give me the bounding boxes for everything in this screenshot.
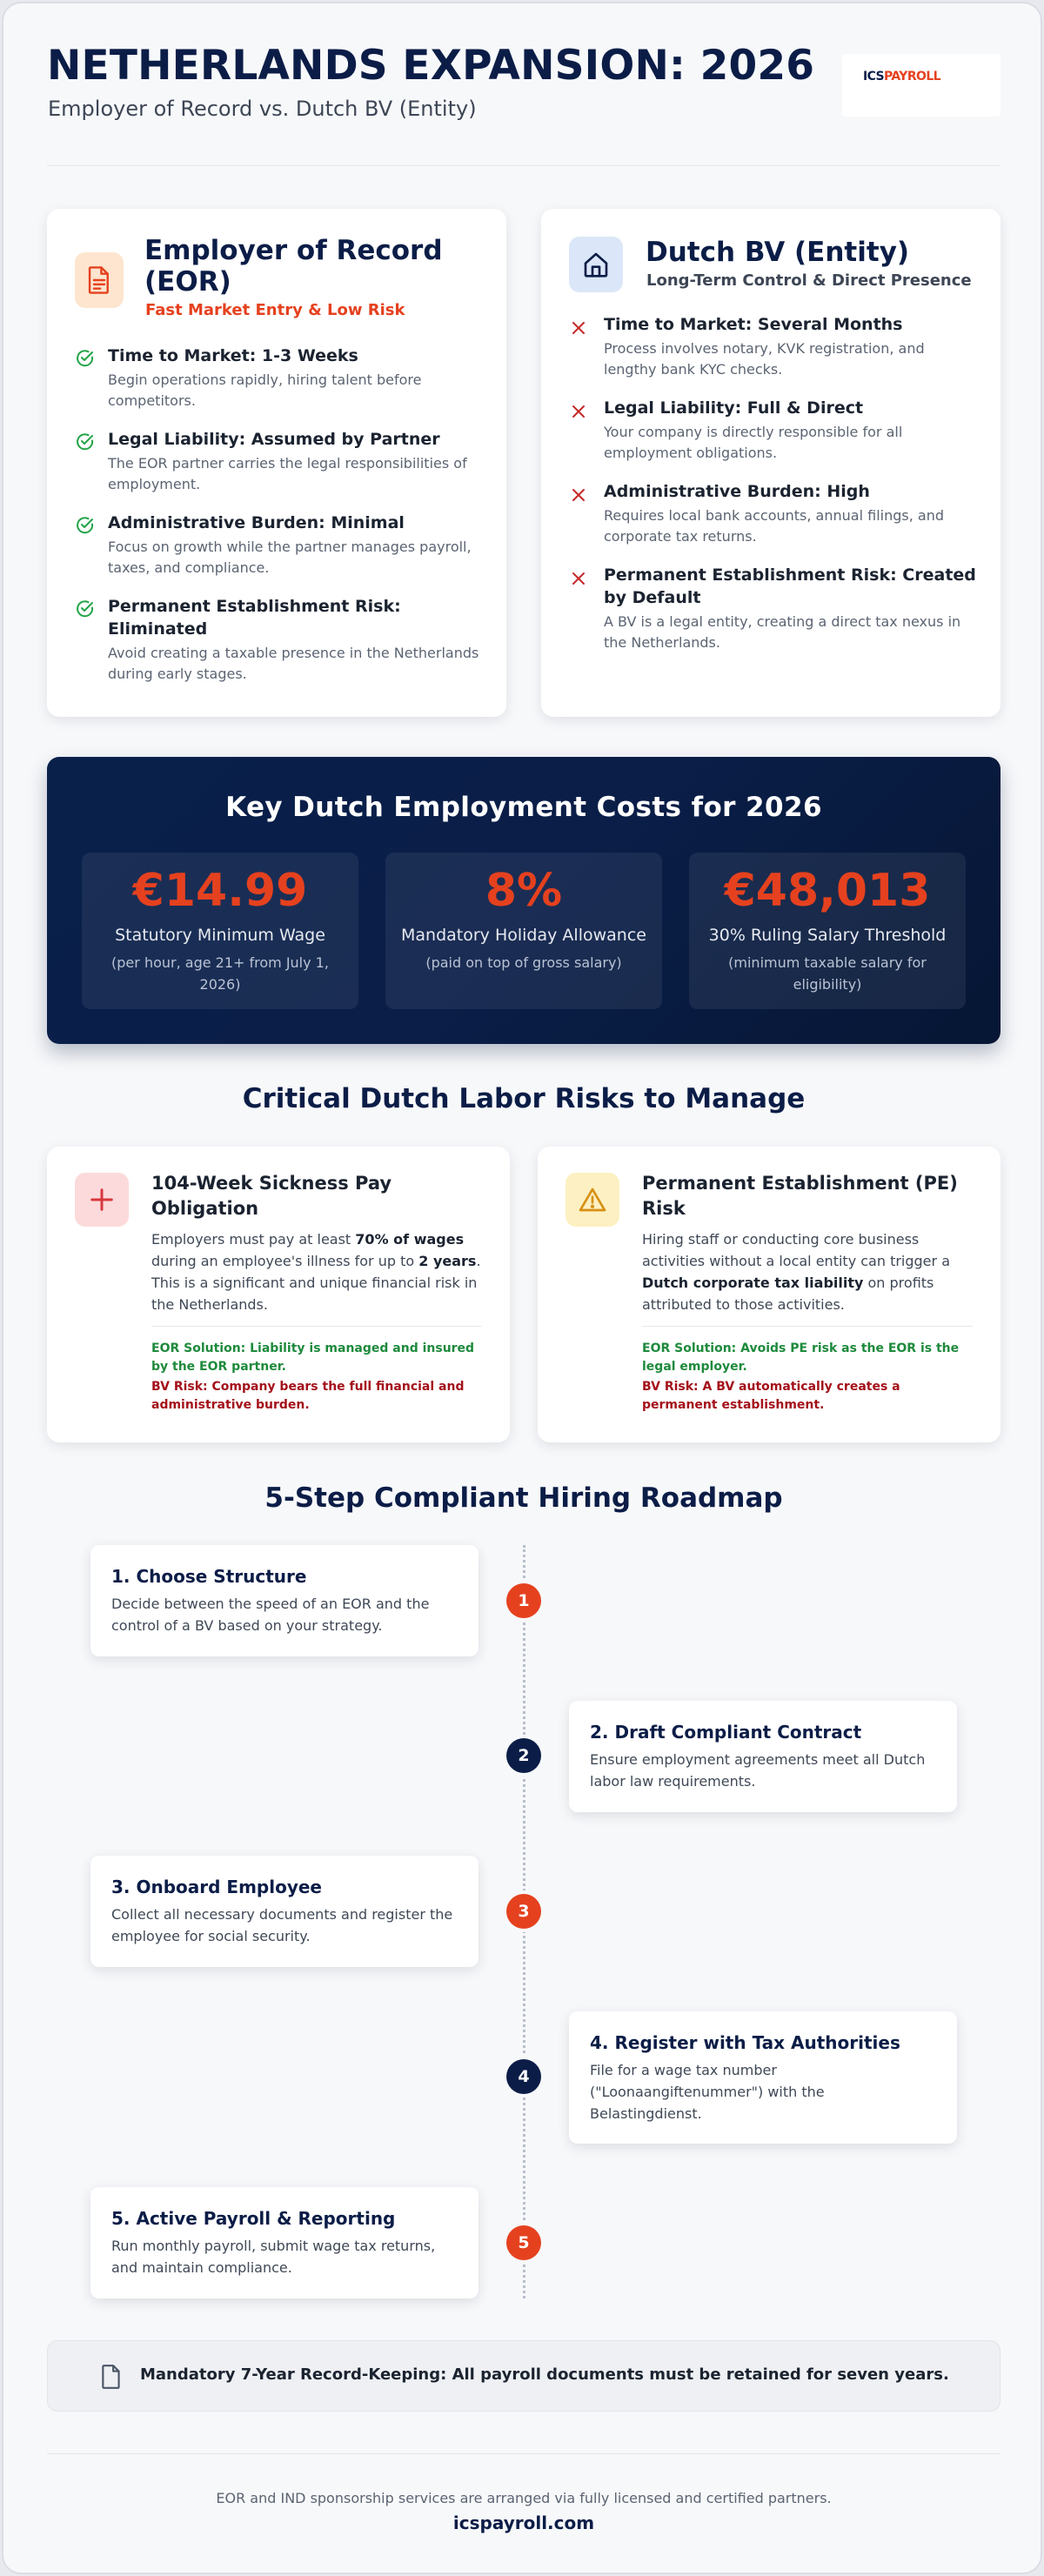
check-circle-icon xyxy=(75,599,96,619)
step-number-5: 5 xyxy=(506,2225,541,2260)
footer-website: icspayroll.com xyxy=(452,2512,595,2533)
bv-item-admin: Administrative Burden: High Requires local bank accounts, annual filings, and corporate tax returns. xyxy=(604,482,944,545)
employment-costs-panel xyxy=(47,757,1000,1044)
eor-item-liability: Legal Liability: Assumed by Partner The EOR partner carries the legal responsibilities of employment. xyxy=(108,430,467,492)
file-icon xyxy=(100,2364,123,2390)
page-title: NETHERLANDS EXPANSION: 2026 xyxy=(47,42,815,90)
plus-icon xyxy=(75,1173,129,1227)
home-icon xyxy=(569,237,623,292)
risks-title: Critical Dutch Labor Risks to Manage xyxy=(242,1083,806,1114)
sickness-body: Employers must pay at least 70% of wages during an employee's illness for up to 2 years. This is a significant and unique financial risk in the Netherlands. xyxy=(151,1231,481,1313)
infographic-page xyxy=(2,2,1042,2574)
cross-icon xyxy=(571,571,586,586)
record-keeping-text: Mandatory 7-Year Record-Keeping: All payroll documents must be retained for seven years. xyxy=(140,2365,949,2384)
step-number-3: 3 xyxy=(506,1894,541,1929)
roadmap-step: 5. Active Payroll & Reporting Run monthly payroll, submit wage tax returns, and maintain compliance. xyxy=(90,2187,478,2298)
pe-title: Permanent Establishment (PE) Risk xyxy=(642,1173,958,1219)
header-divider xyxy=(47,165,1000,166)
roadmap-step: 4. Register with Tax Authorities File for a wage tax number ("Loonaangiftenummer") with the Belastingdienst. xyxy=(569,2011,957,2144)
eor-card xyxy=(47,209,506,717)
roadmap-step: 1. Choose Structure Decide between the speed of an EOR and the control of a BV based on your strategy. xyxy=(90,1545,478,1656)
cross-icon xyxy=(571,320,586,336)
pe-risk-card xyxy=(538,1147,1000,1442)
stat-minimum-wage: €14.99 Statutory Minimum Wage (per hour, age 21+ from July 1, 2026) xyxy=(82,853,358,1009)
costs-title: Key Dutch Employment Costs for 2026 xyxy=(225,792,822,823)
bv-title: Dutch BV (Entity) xyxy=(646,237,910,268)
eor-title: Employer of Record (EOR) xyxy=(144,235,443,298)
eor-tagline: Fast Market Entry & Low Risk xyxy=(145,301,405,319)
stat-ruling-threshold: €48,013 30% Ruling Salary Threshold (minimum taxable salary for eligibility) xyxy=(689,853,966,1009)
roadmap-title: 5-Step Compliant Hiring Roadmap xyxy=(264,1482,783,1514)
roadmap-step: 3. Onboard Employee Collect all necessary documents and register the employee for social security. xyxy=(90,1856,478,1967)
sickness-bv-risk: BV Risk: Company bears the full financial and administrative burden. xyxy=(151,1380,465,1412)
check-circle-icon xyxy=(75,515,96,536)
sickness-risk-card xyxy=(47,1147,510,1442)
check-circle-icon xyxy=(75,348,96,369)
roadmap-step: 2. Draft Compliant Contract Ensure employment agreements meet all Dutch labor law requirements. xyxy=(569,1701,957,1812)
warning-icon xyxy=(566,1173,619,1227)
bv-item-time: Time to Market: Several Months Process involves notary, KVK registration, and lengthy bank KYC checks. xyxy=(604,315,925,378)
eor-item-time: Time to Market: 1-3 Weeks Begin operations rapidly, hiring talent before competitors. xyxy=(108,346,422,409)
page-subtitle: Employer of Record vs. Dutch BV (Entity) xyxy=(48,97,477,121)
eor-item-admin: Administrative Burden: Minimal Focus on growth while the partner manages payroll, taxes, and compliance. xyxy=(108,513,472,576)
bv-item-liability: Legal Liability: Full & Direct Your company is directly responsible for all employment obligations. xyxy=(604,398,903,461)
pe-divider xyxy=(642,1326,973,1327)
stat-holiday-allowance: 8% Mandatory Holiday Allowance (paid on top of gross salary) xyxy=(385,853,662,1009)
sickness-title: 104-Week Sickness Pay Obligation xyxy=(151,1173,392,1219)
logo-wordmark: ICSPAYROLL xyxy=(863,70,940,84)
company-logo xyxy=(842,54,1000,117)
pe-bv-risk: BV Risk: A BV automatically creates a permanent establishment. xyxy=(642,1380,900,1412)
sickness-eor-solution: EOR Solution: Liability is managed and insured by the EOR partner. xyxy=(151,1342,475,1374)
step-number-4: 4 xyxy=(506,2059,541,2094)
document-icon xyxy=(75,252,124,308)
bv-tagline: Long-Term Control & Direct Presence xyxy=(646,271,972,290)
footer-divider xyxy=(47,2453,1000,2454)
check-circle-icon xyxy=(75,432,96,452)
pe-eor-solution: EOR Solution: Avoids PE risk as the EOR is the legal employer. xyxy=(642,1342,960,1374)
cross-icon xyxy=(571,404,586,419)
pe-body: Hiring staff or conducting core business activities without a local entity can trigger a Dutch corporate tax liability on profits attributed to those activities. xyxy=(642,1231,950,1313)
bv-item-pe: Permanent Establishment Risk: Created by Default A BV is a legal entity, creating a direct tax nexus in the Netherlands. xyxy=(604,565,976,651)
step-number-2: 2 xyxy=(506,1738,541,1773)
footer-note: EOR and IND sponsorship services are arranged via fully licensed and certified partners. xyxy=(216,2490,832,2506)
record-keeping-banner xyxy=(47,2340,1000,2412)
sickness-divider xyxy=(151,1326,482,1327)
eor-item-pe: Permanent Establishment Risk: Eliminated Avoid creating a taxable presence in the Netherlands during early stages. xyxy=(108,597,479,682)
bv-card xyxy=(541,209,1000,717)
step-number-1: 1 xyxy=(506,1583,541,1618)
cross-icon xyxy=(571,487,586,503)
